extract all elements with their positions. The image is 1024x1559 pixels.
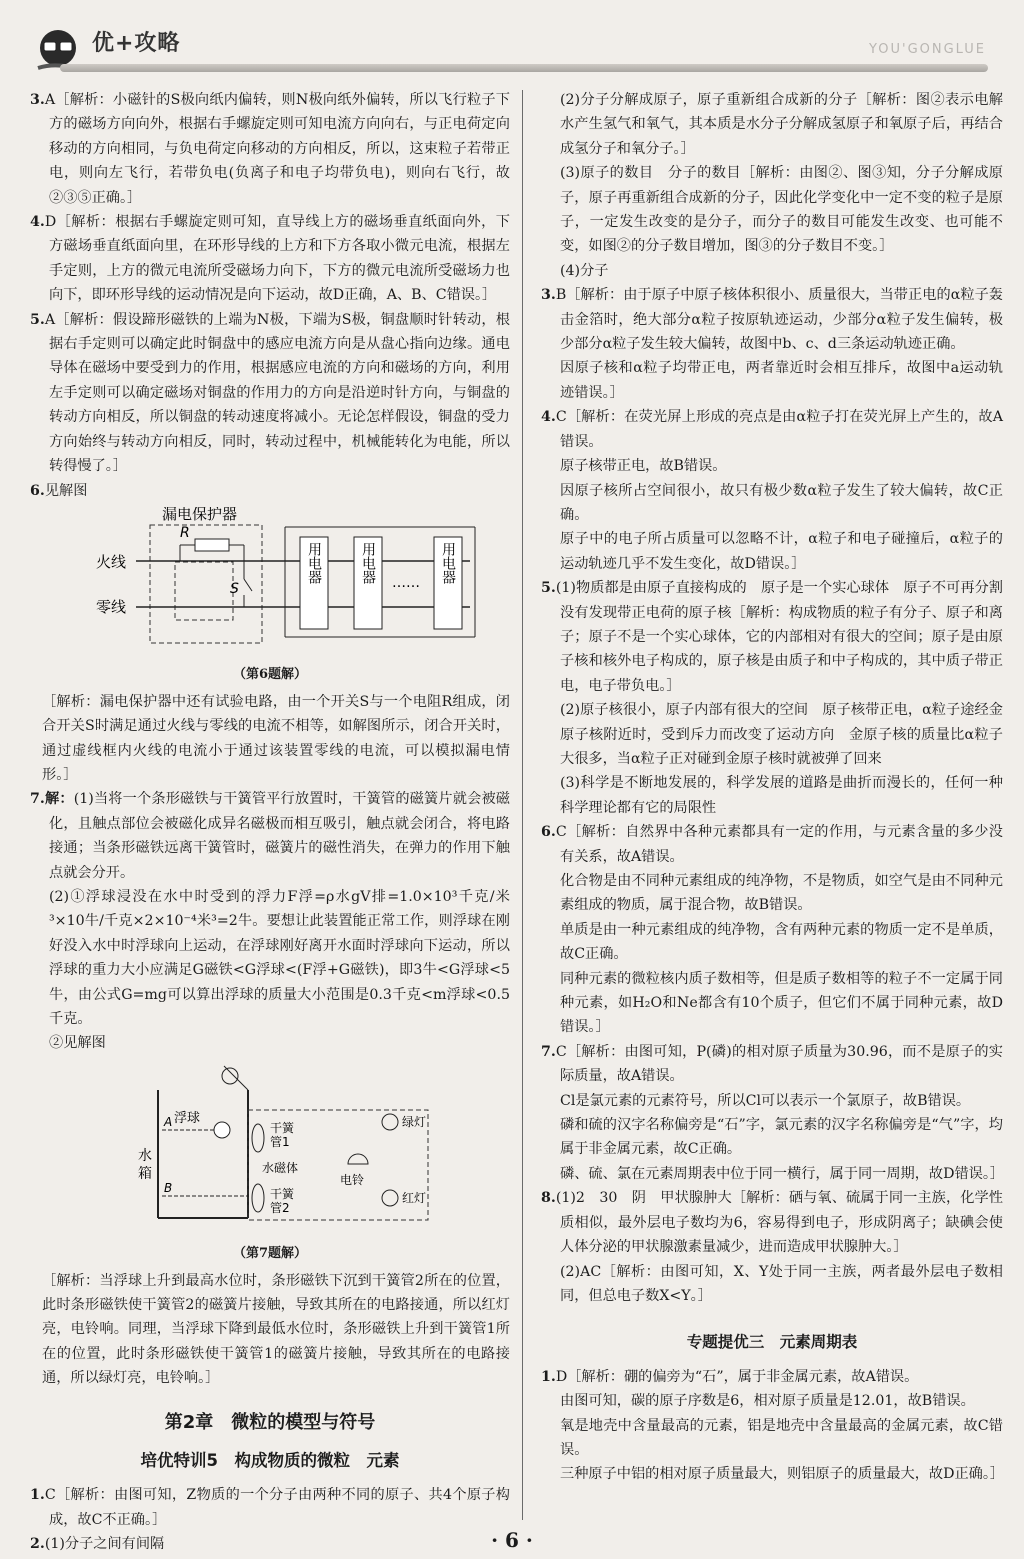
s5-answer-2: 2.(1)分子之间有间隔 (30, 1536, 165, 1553)
label-zero-line: 零线 (96, 597, 127, 616)
s5-answer-7: 7.C［解析：由图可知，P(磷)的相对原子质量为30.96，而不是原子的实际质量，故A错误。 (541, 1043, 1003, 1085)
answer-5: 5.A［解析：假设蹄形磁铁的上端为N极，下端为S极，铜盘顺时针转动，根据右手定则可以确定此时铜盘中的感应电流方向是从盘心指向边缘。通电导体在磁场中要受到力的作用，根据感应电流的方向和磁场的方向，利用左手定则可以确定磁场对铜盘的作用力的方向是沿逆时针方向，与铜盘的转动方向相反，所以铜盘的转动速度将减小。无论怎样假设，铜盘的受力方向始终与转动方向相反，同时，转动过程中，机械能转化为电能，所以转得慢了。］ (30, 311, 510, 475)
figure-7-diagram (30, 1060, 510, 1267)
label-reed1a: 干簧 (270, 1120, 295, 1135)
s5-answer-7-d: 磷、硫、氯在元素周期表中位于同一横行，属于同一周期，故D错误。］ (560, 1165, 1005, 1182)
left-column (30, 88, 510, 1557)
s5-answer-5: 5.(1)物质都是由原子直接构成的 原子是一个实心球体 原子不可再分割 没有发现带正电荷的原子核［解析：构成物质的粒子有分子、原子和离子；原子不是一个实心球体，它的内部相对有很大的空间；原子是由原子核和核外电子构成的，原子核是由质子和中子构成的，其中质子带正电，电子带负电。］ (541, 580, 1018, 694)
label-bell: 电铃 (340, 1172, 365, 1187)
p3-answer-1-b: 由图可知，碳的原子序数是6，相对原子质量是12.01，故B错误。 (560, 1393, 975, 1410)
s5-answer-6-d: 同种元素的微粒核内质子数相等，但是质子数相等的粒子不一定属于同种元素，如H₂O和Ne都含有10个质子，但它们不属于同种元素，故D错误。］ (560, 970, 1003, 1036)
answer-7-part2: (2)①浮球浸没在水中时受到的浮力F浮=ρ水gV排=1.0×10³千克/米³×10牛/千克×2×10⁻⁴米³=2牛。要想让此装置能正常工作，则浮球在刚好没入水中时浮球向上运动，在浮球刚好离开水面时浮球向下运动，所以浮球的重力大小应满足G磁铁<G浮球<(F浮+G磁铁)，即3牛<G浮球<5牛，由公式G=mg可以算出浮球的质量大小范围是0.3千克<m浮球<0.5千克。 (49, 888, 510, 1027)
label-R: R (180, 524, 190, 541)
answer-7: 7.解：(1)当将一个条形磁铁与干簧管平行放置时，干簧管的磁簧片就会被磁化，且触点部位会被磁化成异名磁极而相互吸引，触点就会闭合，将电路接通；当条形磁铁远离干簧管时，磁簧片的磁性消失，在弹力的作用下触点就会分开。 (30, 791, 510, 881)
right-column (541, 88, 1018, 1487)
answer-7-part3: ②见解图 (49, 1035, 106, 1052)
page-header (0, 0, 1024, 80)
header-rule (60, 64, 988, 72)
s5-answer-5-b: (2)原子核很小，原子内部有很大的空间 原子核带正电，α粒子途经金原子核附近时，受到斥力而改变了运动方向 金原子核的质量比α粒子大很多，当α粒子正对碰到金原子核时就被弹了回来 (560, 702, 1003, 767)
figure-6-circuit (30, 507, 510, 688)
label-B: B (164, 1180, 173, 1195)
s5-answer-8: 8.(1)2 30 阴 甲状腺肿大［解析：硒与氧、硫属于同一主族，化学性质相似，最外层电子数均为6，容易得到电子，形成阴离子；缺碘会使人体分泌的甲状腺激素量减少，进而造成甲状腺肿大。］ (541, 1190, 1003, 1256)
label-protector: 漏电保护器 (162, 506, 238, 523)
label-tank-1: 水 (138, 1147, 152, 1164)
answer-6: 6.见解图 (30, 482, 88, 499)
page-number: · 6 · (491, 1528, 533, 1552)
label-tank-2: 箱 (138, 1165, 152, 1182)
label-red-lamp: 红灯 (402, 1190, 427, 1205)
answer-4: 4.D［解析：根据右手螺旋定则可知，直导线上方的磁场垂直纸面向外，下方磁场垂直纸面向里，在环形导线的上方和下方各取小微元电流，根据左手定则，上方的微元电流所受磁场力向下，下方的微元电流所受磁场力也向下，即环形导线的运动情况是向下运动，故D正确，A、B、C错误。］ (30, 214, 510, 304)
label-reed2b: 管2 (270, 1200, 290, 1215)
answer-3: 3.A［解析：小磁针的S极向纸内偏转，则N极向纸外偏转，所以飞行粒子下方的磁场方向向外，根据右手螺旋定则可知电流方向向右，与正电荷定向移动的方向相同，与负电荷定向移动的方向相反，所以，这束粒子若带正电，则向左飞行，若带负电(负离子和电子均带负电)，则向右飞行，故②③⑤正确。］ (30, 92, 510, 206)
figure-7-caption: （第7题解） (232, 1246, 308, 1262)
s5-answer-7-b: Cl是氯元素的元素符号，所以Cl可以表示一个氯原子，故B错误。 (560, 1092, 971, 1109)
section3-title: 专题提优三 元素周期表 (686, 1333, 858, 1352)
s5-answer-4-d: 原子中的电子所占质量可以忽略不计，α粒子和电子碰撞后，α粒子的运动轨迹几乎不发生变化，故D错误。］ (560, 531, 1003, 572)
label-float: 浮球 (174, 1110, 201, 1126)
appliance-2: 用电器 (360, 541, 376, 584)
water-tank-diagram (30, 1060, 510, 1236)
label-fire-line: 火线 (96, 552, 127, 571)
s5-answer-2-part2: (2)分子分解成原子，原子重新组合成新的分子［解析：图②表示电解水产生氢气和氧气，其本质是水分子分解成氢原子和氧原子后，再结合成氢分子和氧分子。］ (560, 92, 1003, 157)
s5-answer-6-b: 化合物是由不同种元素组成的纯净物，不是物质，如空气是由不同种元素组成的物质，属于混合物，故B错误。 (560, 873, 1003, 914)
section-title: 培优特训5 构成物质的微粒 元素 (140, 1451, 400, 1471)
s5-answer-4-b: 原子核带正电，故B错误。 (560, 458, 727, 475)
s5-answer-2-part3: (3)原子的数目 分子的数目［解析：由图②、图③知，分子分解成原子，原子再重新组合成新的分子，因此化学变化中一定不变的粒子是原子，一定发生改变的是分子，而分子的数目可能发生改变、也可能不变，如图②的分子数目增加，图③的分子数目不变。］ (560, 165, 1003, 255)
label-reed1b: 管1 (270, 1134, 290, 1149)
label-S: S (230, 580, 239, 597)
appliance-1: 用电器 (306, 541, 322, 584)
answer-6-note: ［解析：漏电保护器中还有试验电路，由一个开关S与一个电阻R组成，闭合开关S时满足通过火线与零线的电流不相等，如解图所示，闭合开关时，通过虚线框内火线的电流小于通过该装置零线的电流，可以模拟漏电情形。］ (42, 693, 510, 783)
s5-answer-4-c: 因原子核所占空间很小，故只有极少数α粒子发生了较大偏转，故C正确。 (560, 482, 1003, 523)
p3-answer-1-d: 三种原子中铝的相对原子质量最大，则铝原子的质量最大，故D正确。］ (560, 1466, 1005, 1483)
label-A: A (164, 1114, 173, 1129)
appliance-dots: …… (392, 574, 420, 591)
appliance-3: 用电器 (440, 541, 456, 584)
circuit-diagram (30, 507, 510, 657)
s5-answer-5-c: (3)科学是不断地发展的，科学发展的道路是曲折而漫长的，任何一种科学理论都有它的局限性 (560, 775, 1003, 816)
logo-text: 优+攻略 (92, 31, 181, 56)
brand-english: YOU'GONGLUE (869, 42, 986, 57)
column-divider (522, 90, 523, 1520)
label-reed2a: 干簧 (270, 1186, 295, 1201)
s5-answer-1: 1.C［解析：由图可知，Z物质的一个分子由两种不同的原子、共4个原子构成，故C不正确。］ (30, 1487, 510, 1528)
answer-7-note: ［解析：当浮球上升到最高水位时，条形磁铁下沉到干簧管2所在的位置，此时条形磁铁使干簧管2的磁簧片接触，导致其所在的电路接通，所以红灯亮，电铃响。同理，当浮球下降到最低水位时，条形磁铁上升到干簧管1所在的位置，此时条形磁铁使干簧管1的磁簧片接触，导致其所在的电路接通，所以绿灯亮，电铃响。］ (42, 1272, 510, 1387)
s5-answer-8-b: (2)AC［解析：由图可知，X、Y处于同一主族，两者最外层电子数相同，但总电子数X<Y。］ (560, 1263, 1003, 1304)
p3-answer-1: 1.D［解析：硼的偏旁为“石”，属于非金属元素，故A错误。 (541, 1368, 919, 1385)
s5-answer-3: 3.B［解析：由于原子中原子核体积很小、质量很大，当带正电的α粒子轰击金箔时，绝大部分α粒子按原轨迹运动，少部分α粒子发生偏转，极少部分α粒子发生较大偏转，故图中b、c、d三条运动轨迹正确。 (541, 287, 1003, 353)
s5-answer-6-c: 单质是由一种元素组成的纯净物，含有两种元素的物质一定不是单质，故C正确。 (560, 921, 1003, 963)
label-magnet: 水磁体 (262, 1160, 299, 1175)
s5-answer-2-part4: (4)分子 (560, 262, 609, 279)
s5-answer-6: 6.C［解析：自然界中各种元素都具有一定的作用，与元素含量的多少没有关系，故A错误。 (541, 824, 1003, 865)
label-green-lamp: 绿灯 (402, 1114, 427, 1129)
p3-answer-1-c: 氧是地壳中含量最高的元素，铝是地壳中含量最高的金属元素，故C错误。 (560, 1417, 1003, 1458)
figure-6-caption: （第6题解） (232, 667, 308, 683)
s5-answer-7-c: 磷和硫的汉字名称偏旁是“石”字，氯元素的汉字名称偏旁是“气”字，均属于非金属元素，故C正确。 (560, 1117, 1003, 1158)
s5-answer-3-b: 因原子核和α粒子均带正电，两者靠近时会相互排斥，故图中a运动轨迹错误。］ (560, 360, 1003, 401)
s5-answer-4: 4.C［解析：在荧光屏上形成的亮点是由α粒子打在荧光屏上产生的，故A错误。 (541, 409, 1003, 450)
chapter-title: 第2章 微粒的模型与符号 (164, 1411, 376, 1433)
